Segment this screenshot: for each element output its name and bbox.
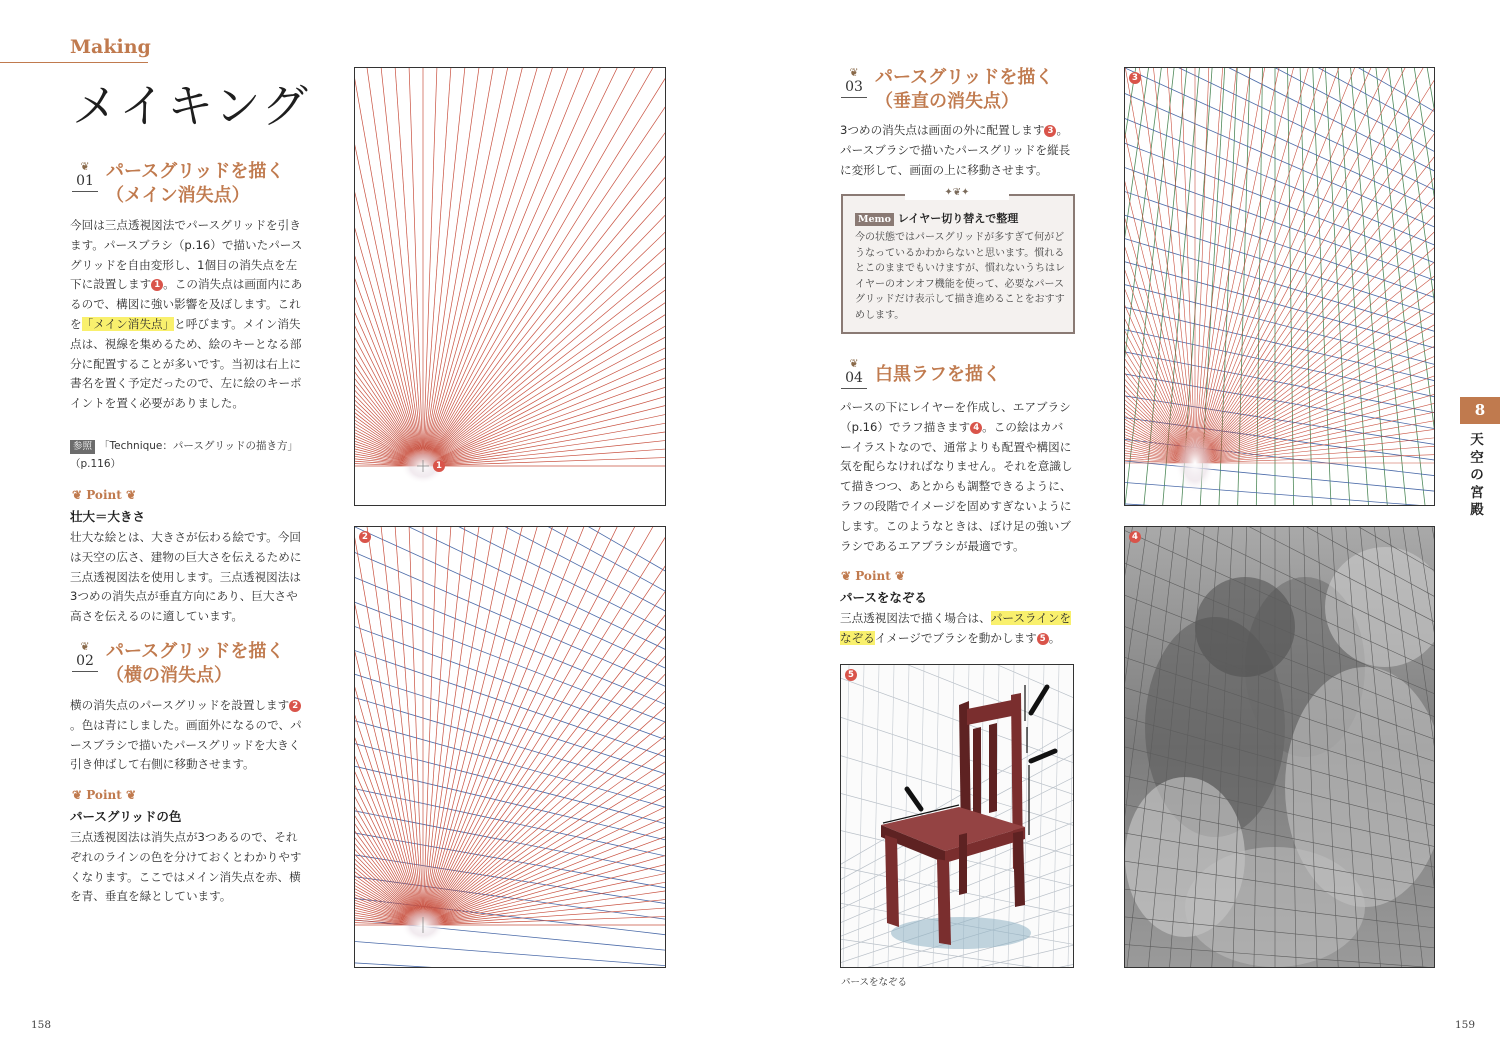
figure-1-main-vanishing-grid bbox=[354, 67, 666, 506]
marker-1-icon: 1 bbox=[151, 279, 163, 291]
point-tag: ❦ Point ❦ bbox=[72, 488, 136, 502]
figure-badge: 3 bbox=[1129, 72, 1141, 84]
step-04-body: パースの下にレイヤーを作成し、エアブラシ（p.16）でラフ描きます 4 。この絵はカバーイラストなので、通常よりも配置や構図に気を配らなければなりません。それを意識して描きつつ、あとからも調整できるように、ラフの段階でイメージを固めすぎないようにします。このようなときは、ぼけ足の強いブラシであるエアブラシが最適です。 bbox=[840, 400, 1073, 553]
figure-4-grayscale-rough bbox=[1124, 526, 1435, 968]
step-01-body: 今回は三点透視図法でパースグリッドを引きます。パースブラシ（p.16）で描いたパースグリッドを自由変形し、1個目の消失点を左下に設置します 1 。この消失点は画面内にあるので、構図に強い影響を及ぼします。これを「メイン消失点」と呼びます。メイン消失点は、視線を集めるため、絵のキーとなる部分に配置することが多いです。当初は右上に書名を置く予定だったので、左に絵のキーポイントを置く必要がありました。 bbox=[70, 218, 303, 411]
figure-5-caption: パースをなぞる bbox=[841, 977, 908, 988]
ornament-icon: ❦ bbox=[80, 160, 90, 173]
ornament-icon: ❦ bbox=[849, 357, 859, 370]
page-number-right: 159 bbox=[1455, 1019, 1476, 1031]
point-3-body: 三点透視図法で描く場合は、パースラインをなぞるイメージでブラシを動かします 5 。 bbox=[840, 611, 1071, 645]
reference-text: 「Technique：パースグリッドの描き方」（p.116） bbox=[70, 440, 298, 470]
memo-title: Memo レイヤー切り替えで整理 bbox=[855, 210, 1018, 226]
memo-box bbox=[841, 194, 1075, 334]
ornament-icon: ❦ bbox=[849, 66, 859, 79]
point-2-body: 三点透視図法は消失点が3つあるので、それぞれのラインの色を分けておくとわかりやすくなります。ここではメイン消失点を赤、横を青、垂直を緑としています。 bbox=[70, 830, 302, 904]
step-title: パースグリッドを描く （垂直の消失点） bbox=[875, 67, 1054, 112]
marker-2-icon: 2 bbox=[289, 700, 301, 712]
figure-badge: 2 bbox=[359, 531, 371, 543]
making-label: Making bbox=[70, 36, 151, 58]
point-title: パースをなぞる bbox=[840, 590, 927, 605]
step-02-body: 横の消失点のパースグリッドを設置します 2。色は青にしました。画面外になるので、パースブラシで描いたパースグリッドを大きく引き伸ばして右側に移動させます。 bbox=[70, 698, 302, 772]
step-number: 01 bbox=[72, 173, 98, 192]
highlight-text: パースラインをなぞる bbox=[840, 611, 1071, 645]
marker-5-icon: 5 bbox=[1037, 633, 1049, 645]
step-number: 04 bbox=[841, 370, 867, 389]
marker-3-icon: 3 bbox=[1044, 125, 1056, 137]
point-1-body: 壮大な絵とは、大きさが伝わる絵です。今回は天空の広さ、建物の巨大さを伝えるために三点透視図法を使用します。三点透視図法は3つめの消失点が垂直方向にあり、巨大さや高さを伝えるのに適しています。 bbox=[70, 530, 302, 624]
highlight-text: 「メイン消失点」 bbox=[81, 316, 175, 331]
point-tag: ❦ Point ❦ bbox=[72, 788, 136, 802]
page-title: メイキング bbox=[72, 79, 310, 133]
step-title: パースグリッドを描く （メイン消失点） bbox=[106, 161, 285, 206]
point-title: 壮大＝大きさ bbox=[70, 509, 146, 524]
marker-4-icon: 4 bbox=[970, 422, 982, 434]
making-rule bbox=[0, 62, 148, 63]
step-title: 白黒ラフを描く bbox=[875, 364, 1001, 385]
step-number: 03 bbox=[841, 79, 867, 98]
step-title: パースグリッドを描く （横の消失点） bbox=[106, 641, 285, 686]
memo-ornament-icon: ✦❦✦ bbox=[905, 186, 1009, 200]
chapter-tab-title: 天空の宮殿 bbox=[1470, 432, 1484, 518]
reference-tag: 参照 bbox=[70, 440, 95, 454]
figure-badge: 1 bbox=[433, 460, 445, 472]
reference-note bbox=[70, 437, 306, 473]
figure-badge: 4 bbox=[1129, 531, 1141, 543]
figure-3-vertical-vanishing-grid bbox=[1124, 67, 1435, 506]
chapter-tab-number: 8 bbox=[1460, 397, 1500, 424]
point-title: パースグリッドの色 bbox=[70, 809, 182, 824]
memo-tag: Memo bbox=[855, 213, 894, 226]
memo-body: 今の状態ではパースグリッドが多すぎて何がどうなっているかわからないと思います。慣れるとこのままでもいけますが、慣れないうちはレイヤーのオンオフ機能を使って、必要なパースグリッドだけ表示して描き進めることをおすすめします。 bbox=[855, 232, 1065, 321]
step-03-body: 3つめの消失点は画面の外に配置します 3 。パースブラシで描いたパースグリッドを縦長に変形して、画面の上に移動させます。 bbox=[840, 123, 1071, 177]
page-number-left: 158 bbox=[31, 1019, 52, 1031]
ornament-icon: ❦ bbox=[80, 640, 90, 653]
point-tag: ❦ Point ❦ bbox=[841, 569, 905, 583]
figure-2-horizontal-vanishing-grid bbox=[354, 526, 666, 968]
figure-badge: 5 bbox=[845, 669, 857, 681]
step-number: 02 bbox=[72, 653, 98, 672]
figure-5-chair-trace bbox=[840, 664, 1074, 968]
